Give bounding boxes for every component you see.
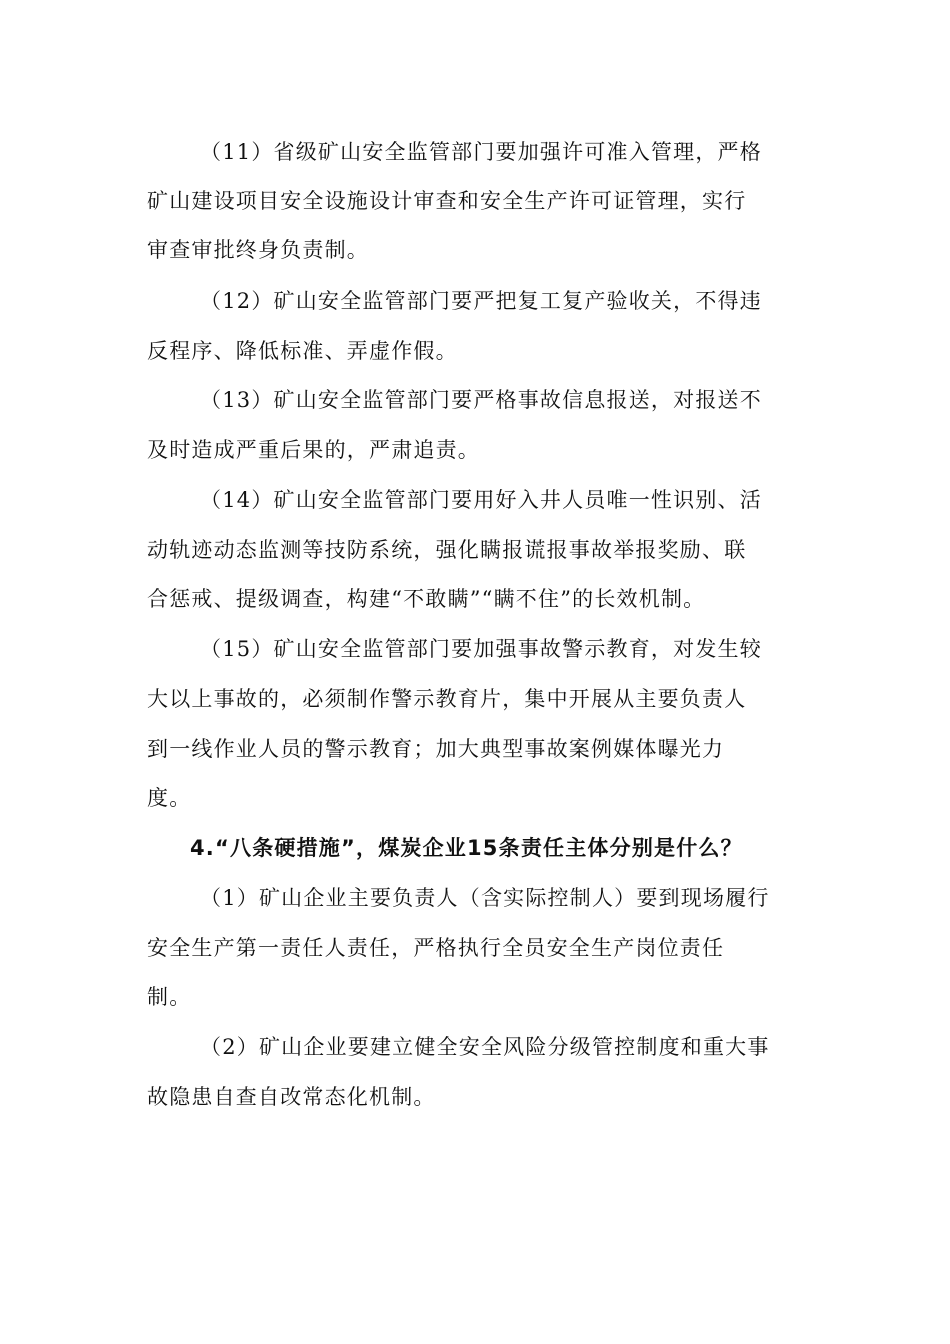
paragraph-line: 度。 <box>147 786 192 810</box>
paragraph-line: （14）矿山安全监管部门要用好入井人员唯一性识别、活 <box>200 488 762 512</box>
paragraph-line: （13）矿山安全监管部门要严格事故信息报送，对报送不 <box>200 388 762 412</box>
paragraph-line: 动轨迹动态监测等技防系统，强化瞒报谎报事故举报奖励、联 <box>147 538 747 562</box>
paragraph-line: 到一线作业人员的警示教育；加大典型事故案例媒体曝光力 <box>147 737 725 761</box>
section-heading: 4.“八条硬措施”，煤炭企业15条责任主体分别是什么？ <box>190 836 743 860</box>
paragraph-line: 合惩戒、提级调查，构建“不敢瞒”“瞒不住”的长效机制。 <box>147 587 706 611</box>
paragraph-line: 审查审批终身负责制。 <box>147 238 369 262</box>
paragraph-line: 反程序、降低标准、弄虚作假。 <box>147 339 458 363</box>
paragraph-line: 安全生产第一责任人责任，严格执行全员安全生产岗位责任 <box>147 936 725 960</box>
paragraph-line: （15）矿山安全监管部门要加强事故警示教育，对发生较 <box>200 637 762 661</box>
paragraph-line: 制。 <box>147 985 192 1009</box>
paragraph-line: （11）省级矿山安全监管部门要加强许可准入管理，严格 <box>200 140 762 164</box>
paragraph-line: （2）矿山企业要建立健全安全风险分级管控制度和重大事 <box>200 1035 770 1059</box>
paragraph-line: 大以上事故的，必须制作警示教育片，集中开展从主要负责人 <box>147 687 747 711</box>
paragraph-line: 及时造成严重后果的，严肃追责。 <box>147 438 480 462</box>
paragraph-line: （1）矿山企业主要负责人（含实际控制人）要到现场履行 <box>200 886 770 910</box>
paragraph-line: 矿山建设项目安全设施设计审查和安全生产许可证管理，实行 <box>147 189 747 213</box>
paragraph-line: 故隐患自查自改常态化机制。 <box>147 1085 436 1109</box>
paragraph-line: （12）矿山安全监管部门要严把复工复产验收关，不得违 <box>200 289 762 313</box>
